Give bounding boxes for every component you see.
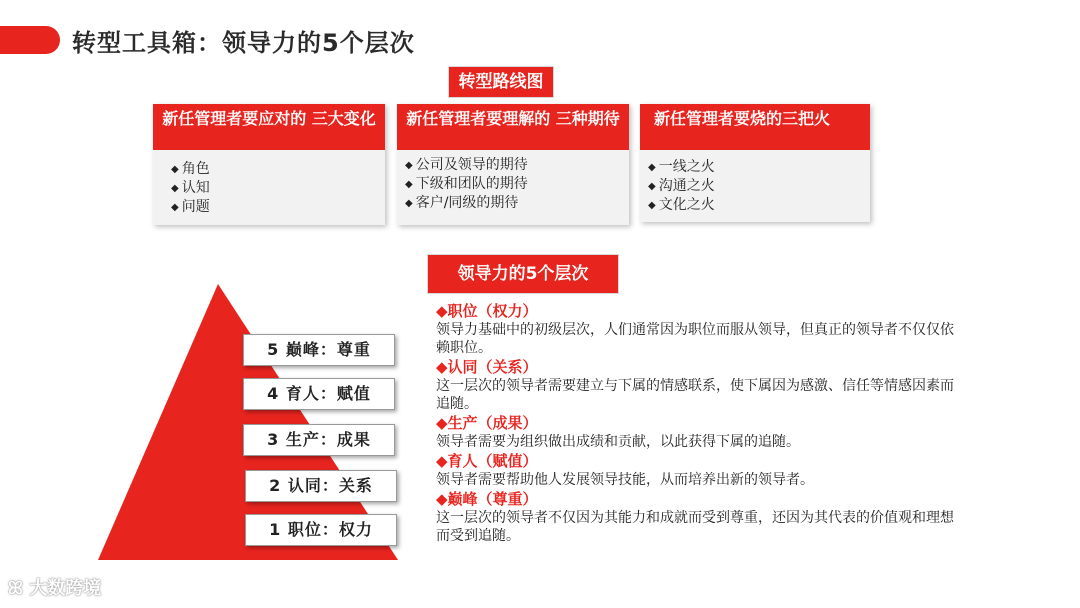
pyramid-step-2: 2 认同：关系 (245, 470, 397, 502)
card-expectations (397, 104, 629, 225)
diamond-bullet-icon: ◆ (648, 162, 656, 173)
list-item: ◆ 下级和团队的期待 (405, 176, 528, 192)
list-item: ◆ 问题 (171, 199, 210, 215)
list-item: ◆ 沟通之火 (648, 178, 715, 194)
card-changes (153, 104, 385, 225)
card-expectations-title: 新任管理者要理解的 三种期待 (397, 104, 629, 150)
list-item: ◆ 文化之火 (648, 197, 715, 213)
level-desc-pinnacle: ◆巅峰（尊重） 这一层次的领导者不仅因为其能力和成就而受到尊重，还因为其代表的价值观和理想而受到追随。 (436, 490, 954, 544)
diamond-bullet-icon: ◆ (405, 160, 413, 171)
diamond-bullet-icon: ◆ (436, 414, 448, 432)
diamond-bullet-icon: ◆ (436, 452, 448, 470)
list-item: ◆ 客户/同级的期待 (405, 195, 519, 211)
diamond-bullet-icon: ◆ (648, 181, 656, 192)
diamond-bullet-icon: ◆ (648, 200, 656, 211)
card-three-fires (640, 104, 870, 222)
title-accent-bar (0, 26, 60, 54)
diamond-bullet-icon: ◆ (171, 164, 179, 175)
list-item: ◆ 公司及领导的期待 (405, 157, 528, 173)
list-item: ◆ 角色 (171, 161, 210, 177)
pyramid-step-4: 4 育人：赋值 (243, 378, 395, 410)
pyramid-step-5: 5 巅峰：尊重 (243, 334, 395, 366)
levels-label: 领导力的5个层次 (427, 254, 619, 294)
level-desc-production: ◆生产（成果） 领导者需要为组织做出成绩和贡献，以此获得下属的追随。 (436, 414, 800, 450)
card-changes-title: 新任管理者要应对的 三大变化 (153, 104, 385, 150)
card-expectations-list (405, 156, 528, 213)
page-title: 转型工具箱：领导力的5个层次 (72, 29, 415, 57)
card-three-fires-title: 新任管理者要烧的三把火 (640, 104, 870, 150)
level-desc-position: ◆职位（权力） 领导力基础中的初级层次，人们通常因为职位而服从领导，但真正的领导者不仅仅依赖职位。 (436, 302, 954, 356)
level-descriptions (436, 301, 956, 545)
card-three-fires-list (648, 158, 715, 215)
diamond-bullet-icon: ◆ (436, 358, 448, 376)
diamond-bullet-icon: ◆ (171, 183, 179, 194)
diamond-bullet-icon: ◆ (405, 179, 413, 190)
roadmap-label: 转型路线图 (448, 66, 554, 98)
diamond-bullet-icon: ◆ (436, 490, 448, 508)
level-desc-relationship: ◆认同（关系） 这一层次的领导者需要建立与下属的情感联系，使下属因为感激、信任等情感因素而追随。 (436, 358, 954, 412)
list-item: ◆ 一线之火 (648, 159, 715, 175)
diamond-bullet-icon: ◆ (405, 198, 413, 209)
level-desc-development: ◆育人（赋值） 领导者需要帮助他人发展领导技能，从而培养出新的领导者。 (436, 452, 814, 488)
logo-icon: ꕤ (8, 578, 30, 599)
pyramid-step-1: 1 职位：权力 (245, 514, 397, 546)
pyramid-step-3: 3 生产：成果 (243, 424, 395, 456)
list-item: ◆ 认知 (171, 180, 210, 196)
watermark-logo: ꕤ 大数跨境 (8, 578, 102, 599)
diamond-bullet-icon: ◆ (171, 202, 179, 213)
card-changes-list (171, 160, 210, 217)
diamond-bullet-icon: ◆ (436, 302, 448, 320)
